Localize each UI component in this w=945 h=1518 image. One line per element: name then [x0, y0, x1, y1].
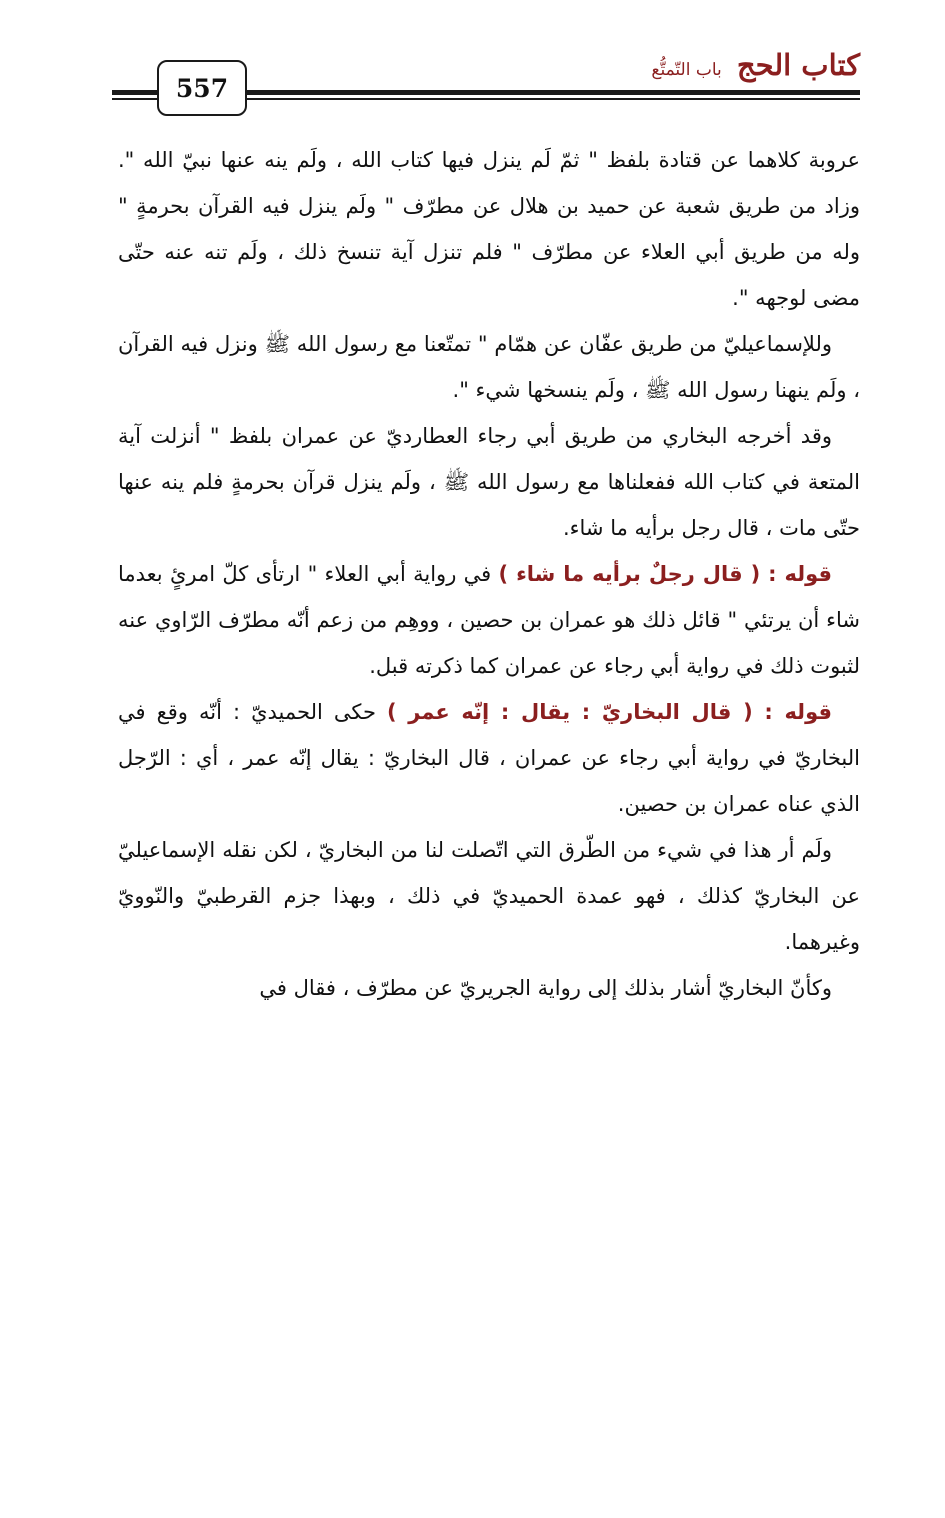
- paragraph: [118, 827, 860, 965]
- paragraph-text: وقد أخرجه البخاري من طريق أبي رجاء العطارديّ عن عمران بلفظ " أنزلت آية المتعة في كتاب الله ففعلناها مع رسول الله ﷺ ، ولَم ينزل قرآن بحرمةٍ فلم ينه عنها حتّى مات ، قال رجل برأيه ما شاء.: [118, 424, 860, 540]
- page-header: [112, 40, 860, 130]
- running-title: [651, 48, 860, 82]
- paragraph: [118, 965, 860, 1011]
- paragraph: [118, 689, 860, 827]
- chapter-title: باب التّمتُّع: [651, 60, 722, 80]
- paragraph: [118, 551, 860, 689]
- paragraph-text: في رواية أبي العلاء " ارتأى كلّ امرئٍ بعدما شاء أن يرتئي " قائل ذلك هو عمران بن حصين ، ووهِم من زعم أنّه مطرّف الرّاوي عنه لثبوت ذلك في رواية أبي رجاء عن عمران كما ذكرته قبل.: [118, 562, 860, 678]
- paragraph: [118, 137, 860, 321]
- paragraph: [118, 321, 860, 413]
- paragraph-text: حكى الحميديّ : أنّه وقع في البخاريّ في رواية أبي رجاء عن عمران ، قال البخاريّ : يقال إنّه عمر ، أي : الرّجل الذي عناه عمران بن حصين.: [118, 700, 860, 816]
- quoted-heading: قوله : ( قال البخاريّ : يقال : إنّه عمر ): [386, 700, 832, 724]
- book-title: كتاب الحج: [736, 48, 860, 82]
- quoted-heading: قوله : ( قال رجلٌ برأيه ما شاء ): [498, 562, 832, 586]
- page-number: 557: [175, 73, 229, 103]
- page-body: [118, 137, 860, 1011]
- paragraph-text: وللإسماعيليّ من طريق عفّان عن همّام " تمتّعنا مع رسول الله ﷺ ونزل فيه القرآن ، ولَم ينهنا رسول الله ﷺ ، ولَم ينسخها شيء ".: [118, 332, 860, 402]
- paragraph-text: ولَم أر هذا في شيء من الطّرق التي اتّصلت لنا من البخاريّ ، لكن نقله الإسماعيليّ عن البخاريّ كذلك ، فهو عمدة الحميديّ في ذلك ، وبهذا جزم القرطبيّ والنّوويّ وغيرهما.: [118, 838, 860, 954]
- paragraph-text: وكأنّ البخاريّ أشار بذلك إلى رواية الجريريّ عن مطرّف ، فقال في: [259, 976, 832, 1000]
- page-number-box: [157, 60, 247, 116]
- paragraph-text: عروبة كلاهما عن قتادة بلفظ " ثمّ لَم ينزل فيها كتاب الله ، ولَم ينه عنها نبيّ الله ". وزاد من طريق شعبة عن حميد بن هلال عن مطرّف " ولَم ينزل فيه القرآن بحرمةٍ " وله من طريق أبي العلاء عن مطرّف " فلم تنزل آية تنسخ ذلك ، ولَم تنه عنه حتّى مضى لوجهه ".: [118, 148, 860, 310]
- paragraph: [118, 413, 860, 551]
